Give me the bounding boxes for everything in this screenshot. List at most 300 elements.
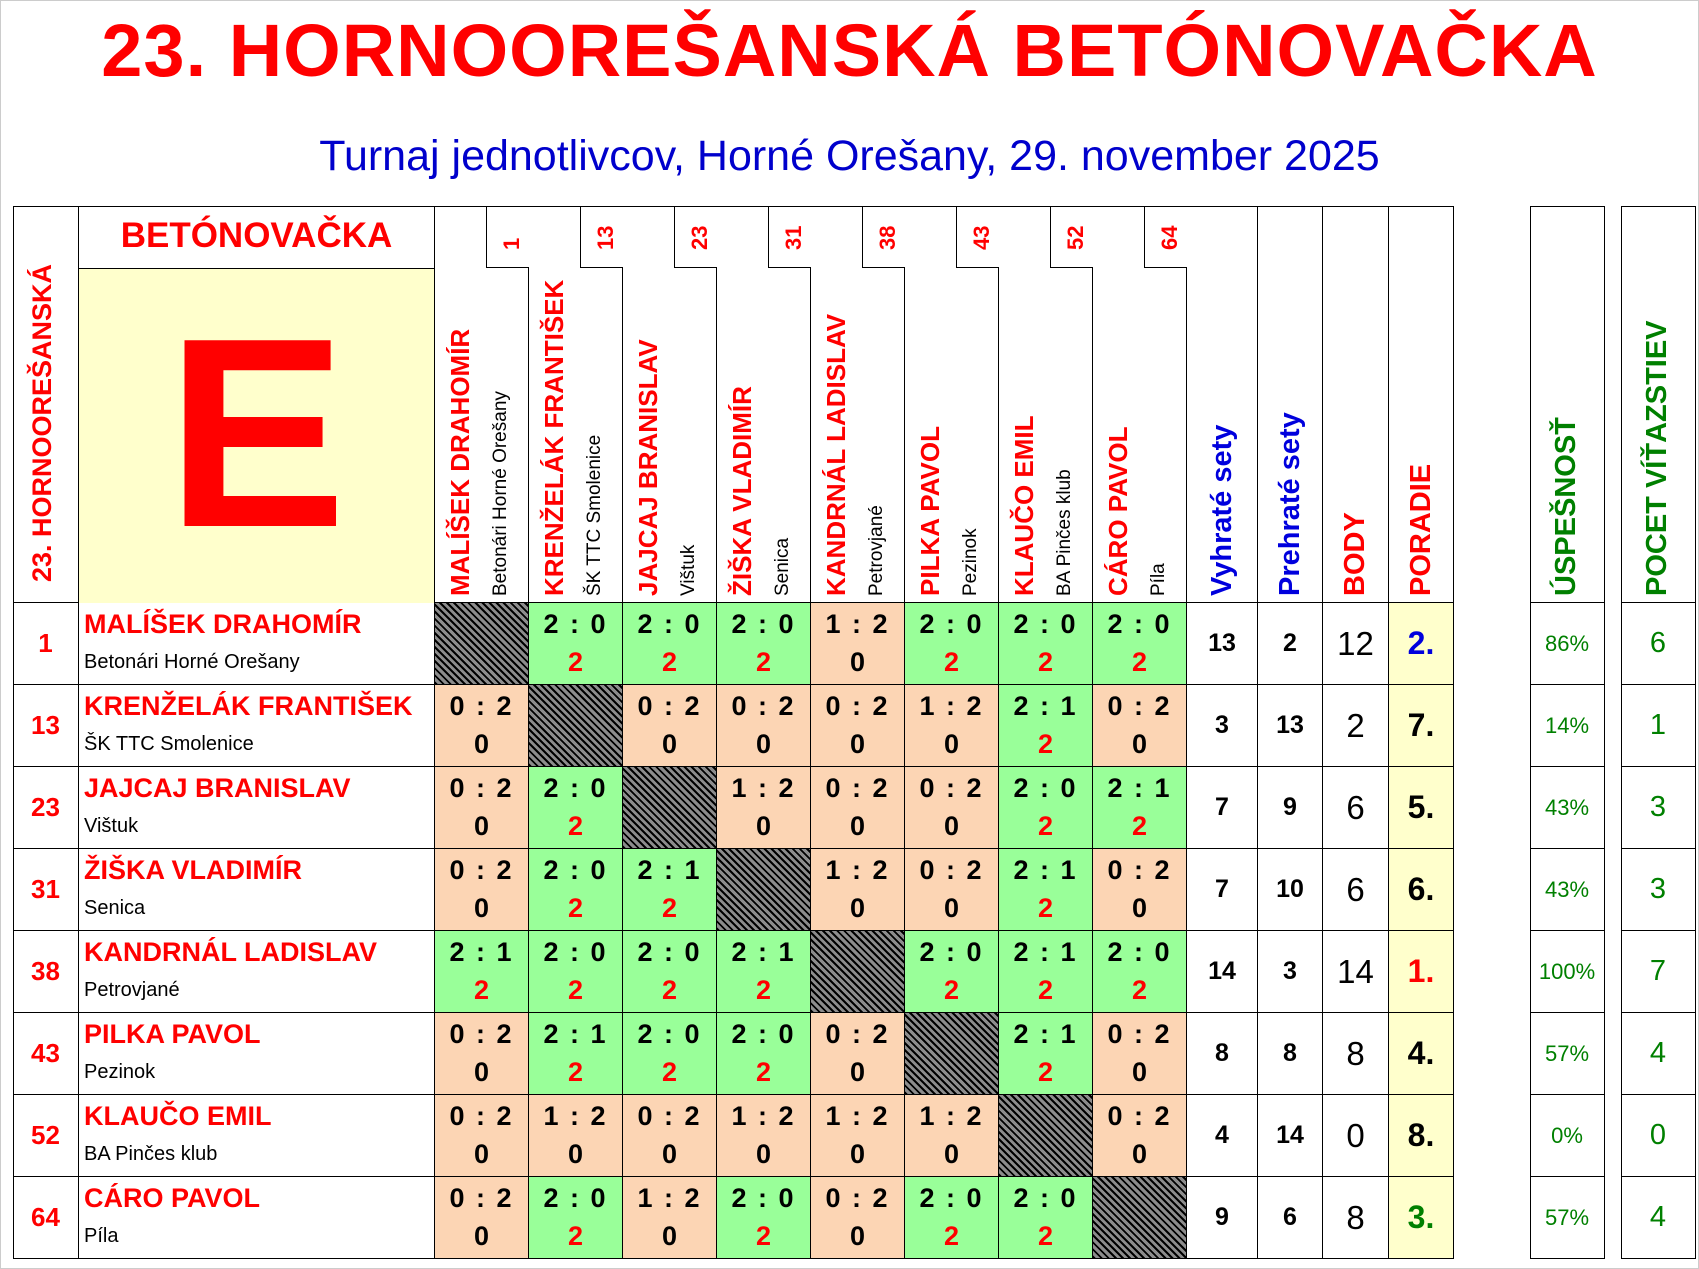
set-score: 2 : 0 [543,609,608,639]
set-score: 2 : 0 [919,609,984,639]
match-result-cell [811,1177,905,1259]
player-club: Píla [84,1225,119,1247]
opponent-number: 43 [969,225,994,250]
group-letter: E [166,283,347,584]
row-name-cell [79,685,435,767]
set-score: 2 : 0 [731,1183,796,1213]
rank-value-cell [1389,603,1454,685]
won-sets-value: 13 [1208,629,1236,657]
points-value-cell [1323,1013,1389,1095]
success-value: 0% [1551,1122,1583,1148]
opponent-number: 13 [593,225,618,250]
match-result-cell [529,603,623,685]
opponent-name: MALÍŠEK DRAHOMÍR [445,328,475,596]
match-points: 2 [1037,729,1054,759]
set-score: 2 : 1 [1013,855,1078,885]
points-value-cell [1323,931,1389,1013]
lost-sets-header: Prehraté sety [1273,412,1306,596]
set-score: 0 : 2 [449,1019,514,1049]
set-score: 0 : 2 [1107,691,1172,721]
row-number [13,767,79,849]
opponent-name: KRENŽELÁK FRANTIŠEK [539,279,569,596]
match-result-cell [999,849,1093,931]
opponent-name: JAJCAJ BRANISLAV [633,339,663,596]
rank-header: PORADIE [1404,463,1437,596]
set-score: 1 : 2 [825,855,890,885]
opponent-number-box [486,206,529,268]
match-points: 2 [1037,647,1054,677]
match-result-cell [435,685,529,767]
opponent-number-box [1144,206,1187,268]
points-value: 2 [1346,706,1365,744]
corner-vertical-cell [13,206,79,603]
match-points: 2 [567,1221,584,1251]
match-result-cell [529,849,623,931]
opponent-header-31 [717,206,811,603]
match-points: 2 [567,811,584,841]
row-number [13,685,79,767]
opponent-name: KLAUČO EMIL [1009,415,1039,596]
set-score: 2 : 0 [1013,1183,1078,1213]
match-result-cell [623,1095,717,1177]
success-value-cell [1530,767,1605,849]
page-title: 23. HORNOOREŠANSKÁ BETÓNOVAČKA [101,9,1598,92]
match-points: 0 [1131,893,1148,923]
opponent-number: 38 [875,225,900,250]
match-points: 0 [567,1139,584,1169]
match-result-cell [1093,931,1187,1013]
set-score: 2 : 1 [1013,1019,1078,1049]
set-score: 2 : 0 [1013,773,1078,803]
lost-sets-value: 3 [1283,957,1297,985]
set-score: 2 : 1 [1107,773,1172,803]
success-value: 14% [1544,712,1590,738]
opponent-club: Pezinok [960,528,981,596]
opponent-club: Senica [772,537,793,596]
match-result-cell [717,1013,811,1095]
set-score: 0 : 2 [825,773,890,803]
row-name-cell [79,1177,435,1259]
match-result-cell [999,767,1093,849]
match-points: 2 [473,975,490,1005]
match-result-cell [529,931,623,1013]
row-number [13,1013,79,1095]
rank-value: 4. [1407,1035,1435,1071]
set-score: 2 : 0 [637,1019,702,1049]
opponent-header-1 [435,206,529,603]
rank-value: 6. [1407,871,1435,907]
match-points: 2 [755,975,772,1005]
match-points: 2 [943,1221,960,1251]
set-score: 2 : 0 [637,937,702,967]
points-value-cell [1323,1095,1389,1177]
opponent-name: CÁRO PAVOL [1103,426,1133,596]
points-value: 0 [1346,1116,1365,1154]
grid-line [13,206,1454,207]
success-value: 57% [1544,1040,1590,1066]
player-number: 52 [31,1120,60,1150]
match-result-cell [811,849,905,931]
rank-value: 2. [1407,625,1435,661]
won-sets-value: 7 [1215,875,1229,903]
set-score: 1 : 2 [637,1183,702,1213]
match-points: 2 [1131,811,1148,841]
success-header-cell [1530,206,1605,603]
won-sets-value-cell [1187,603,1258,685]
match-points: 0 [943,811,960,841]
match-result-cell [717,767,811,849]
grid-line [1530,206,1605,207]
match-points: 0 [473,811,490,841]
set-score: 1 : 2 [919,691,984,721]
set-score: 2 : 0 [543,855,608,885]
match-points: 2 [1037,1057,1054,1087]
points-value-cell [1323,849,1389,931]
match-points: 0 [943,1139,960,1169]
lost-sets-value-cell [1258,1177,1323,1259]
match-points: 0 [849,1139,866,1169]
success-value-cell [1530,603,1605,685]
player-name: PILKA PAVOL [84,1019,261,1049]
match-points: 0 [849,1221,866,1251]
rank-value-cell [1389,931,1454,1013]
player-number: 1 [38,628,53,658]
success-value: 57% [1544,1204,1590,1230]
player-number: 23 [31,792,60,822]
match-result-cell [811,1013,905,1095]
match-result-cell [905,1095,999,1177]
player-number: 64 [31,1202,60,1232]
row-number [13,1095,79,1177]
match-result-cell [1093,603,1187,685]
wins-value: 1 [1649,709,1667,741]
grid-line [13,206,14,1259]
rank-header-cell [1389,206,1454,603]
opponent-header-38 [811,206,905,603]
match-points: 2 [661,893,678,923]
row-name-cell [79,603,435,685]
match-points: 0 [473,729,490,759]
match-result-cell [1093,685,1187,767]
match-result-cell [717,685,811,767]
match-result-cell [811,1095,905,1177]
success-value-cell [1530,1013,1605,1095]
match-points: 2 [1131,647,1148,677]
set-score: 0 : 2 [825,1019,890,1049]
grid-line [1530,206,1531,1259]
set-score: 0 : 2 [449,691,514,721]
opponent-club: BA Pinčes klub [1054,469,1075,596]
success-value: 43% [1544,876,1590,902]
grid-line [1621,206,1622,1259]
match-points: 0 [849,893,866,923]
won-sets-value: 8 [1215,1039,1229,1067]
player-club: Vištuk [84,815,139,837]
wins-value: 7 [1649,955,1667,987]
match-points: 0 [1131,1057,1148,1087]
points-value-cell [1323,767,1389,849]
set-score: 2 : 1 [449,937,514,967]
opponent-number-box [956,206,999,268]
player-number: 31 [31,874,60,904]
set-score: 2 : 1 [731,937,796,967]
player-number: 38 [31,956,60,986]
set-score: 2 : 0 [1013,609,1078,639]
row-name-cell [79,1095,435,1177]
rank-value-cell [1389,849,1454,931]
match-result-cell [905,603,999,685]
match-result-cell [717,603,811,685]
opponent-number-box [862,206,905,268]
set-score: 2 : 0 [731,609,796,639]
match-points: 2 [755,1057,772,1087]
wins-value-cell [1621,603,1696,685]
match-points: 0 [849,729,866,759]
corner-label-cell [79,206,435,603]
won-sets-value-cell [1187,849,1258,931]
match-result-cell [623,1013,717,1095]
match-points: 2 [661,975,678,1005]
match-points: 2 [661,1057,678,1087]
match-points: 0 [1131,729,1148,759]
rank-value: 7. [1407,707,1435,743]
won-sets-value-cell [1187,1095,1258,1177]
set-score: 2 : 0 [1107,937,1172,967]
opponent-name: ŽIŠKA VLADIMÍR [727,386,757,596]
player-name: JAJCAJ BRANISLAV [84,773,351,803]
match-result-cell [717,1095,811,1177]
wins-value-cell [1621,931,1696,1013]
opponent-club: ŠK TTC Smolenice [584,434,605,596]
match-result-cell [717,931,811,1013]
lost-sets-header-cell [1258,206,1323,603]
page-subtitle: Turnaj jednotlivcov, Horné Orešany, 29. november 2025 [319,132,1380,180]
won-sets-value-cell [1187,685,1258,767]
wins-value: 3 [1649,873,1667,905]
set-score: 2 : 0 [543,773,608,803]
match-result-cell [905,849,999,931]
match-points: 0 [473,1057,490,1087]
set-score: 2 : 1 [1013,937,1078,967]
success-value-cell [1530,849,1605,931]
match-result-cell [435,1095,529,1177]
match-result-cell [811,767,905,849]
player-club: Senica [84,897,146,919]
row-name-cell [79,1013,435,1095]
lost-sets-value-cell [1258,1095,1323,1177]
opponent-name: PILKA PAVOL [915,426,945,596]
won-sets-value-cell [1187,767,1258,849]
match-points: 0 [661,1221,678,1251]
match-result-cell [529,1177,623,1259]
match-points: 2 [567,975,584,1005]
wins-value-cell [1621,849,1696,931]
row-number [13,603,79,685]
match-points: 0 [943,893,960,923]
points-value-cell [1323,685,1389,767]
wins-value-cell [1621,1013,1696,1095]
opponent-header-64 [1093,206,1187,603]
rank-value-cell [1389,767,1454,849]
lost-sets-value: 2 [1283,629,1297,657]
lost-sets-value: 8 [1283,1039,1297,1067]
match-result-cell [905,1177,999,1259]
opponent-number: 31 [781,225,806,250]
match-result-cell [1093,849,1187,931]
match-result-cell [811,685,905,767]
lost-sets-value: 6 [1283,1203,1297,1231]
lost-sets-value-cell [1258,603,1323,685]
row-number [13,931,79,1013]
set-score: 0 : 2 [637,691,702,721]
corner-label: BETÓNOVAČKA [120,216,393,255]
player-number: 43 [31,1038,60,1068]
match-points: 2 [567,647,584,677]
points-value: 6 [1346,870,1365,908]
wins-value: 3 [1649,791,1667,823]
match-result-cell [623,931,717,1013]
wins-value: 6 [1649,627,1667,659]
rank-value-cell [1389,1177,1454,1259]
match-result-cell [623,1177,717,1259]
player-club: Petrovjané [84,979,180,1001]
lost-sets-value-cell [1258,1013,1323,1095]
opponent-number: 1 [499,237,524,250]
self-match-cell [435,603,529,685]
self-match-cell [905,1013,999,1095]
match-result-cell [905,685,999,767]
match-result-cell [811,603,905,685]
set-score: 0 : 2 [449,773,514,803]
lost-sets-value: 10 [1276,875,1304,903]
set-score: 0 : 2 [731,691,796,721]
set-score: 2 : 0 [919,1183,984,1213]
success-header: ÚSPEŠNOSŤ [1550,417,1582,596]
set-score: 0 : 2 [449,855,514,885]
wins-header: POCET VÍŤAZSTIEV [1641,320,1673,596]
match-result-cell [435,849,529,931]
match-points: 2 [661,647,678,677]
set-score: 1 : 2 [825,609,890,639]
self-match-cell [999,1095,1093,1177]
match-result-cell [529,1013,623,1095]
player-club: Pezinok [84,1061,156,1083]
won-sets-header: Vyhraté sety [1205,424,1238,596]
opponent-number: 23 [687,225,712,250]
opponent-number-box [674,206,717,268]
lost-sets-value-cell [1258,931,1323,1013]
match-points: 0 [849,1057,866,1087]
match-points: 2 [567,1057,584,1087]
match-points: 2 [1037,893,1054,923]
match-points: 2 [755,647,772,677]
opponent-header-52 [999,206,1093,603]
set-score: 1 : 2 [731,1101,796,1131]
match-result-cell [1093,1095,1187,1177]
lost-sets-value-cell [1258,849,1323,931]
match-points: 2 [1131,975,1148,1005]
match-result-cell [529,767,623,849]
set-score: 2 : 1 [637,855,702,885]
match-result-cell [623,849,717,931]
match-result-cell [905,767,999,849]
match-points: 0 [755,811,772,841]
player-club: Betonári Horné Orešany [84,651,300,673]
points-value: 8 [1346,1034,1365,1072]
wins-value-cell [1621,1095,1696,1177]
row-name-cell [79,767,435,849]
match-points: 0 [473,1221,490,1251]
opponent-number-box [1050,206,1093,268]
opponent-club: Vištuk [678,544,699,596]
rank-value: 1. [1407,953,1435,989]
match-points: 0 [943,729,960,759]
rank-value-cell [1389,685,1454,767]
set-score: 0 : 2 [825,1183,890,1213]
points-value-cell [1323,603,1389,685]
set-score: 0 : 2 [919,773,984,803]
won-sets-value-cell [1187,1177,1258,1259]
opponent-club: Píla [1148,563,1169,596]
match-points: 2 [943,647,960,677]
match-result-cell [717,1177,811,1259]
set-score: 2 : 1 [543,1019,608,1049]
player-name: ŽIŠKA VLADIMÍR [84,855,302,885]
success-value: 86% [1544,630,1590,656]
lost-sets-value: 9 [1283,793,1297,821]
match-result-cell [623,603,717,685]
match-result-cell [623,685,717,767]
wins-value-cell [1621,685,1696,767]
wins-value: 4 [1649,1037,1667,1069]
player-name: KRENŽELÁK FRANTIŠEK [84,691,413,721]
set-score: 0 : 2 [449,1101,514,1131]
points-value: 14 [1337,952,1374,990]
opponent-name: KANDRNÁL LADISLAV [821,313,851,596]
match-points: 0 [849,647,866,677]
set-score: 0 : 2 [637,1101,702,1131]
match-points: 0 [661,729,678,759]
match-result-cell [999,1013,1093,1095]
success-value-cell [1530,685,1605,767]
rank-value-cell [1389,1095,1454,1177]
wins-value-cell [1621,767,1696,849]
match-result-cell [1093,1013,1187,1095]
set-score: 2 : 0 [543,1183,608,1213]
player-name: CÁRO PAVOL [84,1183,261,1213]
match-points: 0 [661,1139,678,1169]
success-value: 43% [1544,794,1590,820]
set-score: 0 : 2 [825,691,890,721]
player-club: BA Pinčes klub [84,1143,218,1165]
won-sets-value: 9 [1215,1203,1229,1231]
match-points: 2 [1037,975,1054,1005]
opponent-club: Betonári Horné Orešany [490,391,511,596]
success-value-cell [1530,1177,1605,1259]
match-result-cell [1093,767,1187,849]
player-name: MALÍŠEK DRAHOMÍR [84,609,362,639]
opponent-number: 52 [1063,225,1088,250]
lost-sets-value: 13 [1276,711,1304,739]
match-result-cell [999,685,1093,767]
rank-value: 5. [1407,789,1435,825]
self-match-cell [529,685,623,767]
opponent-header-43 [905,206,999,603]
set-score: 1 : 2 [919,1101,984,1131]
opponent-number-box [580,206,623,268]
points-header-cell [1323,206,1389,603]
won-sets-value-cell [1187,1013,1258,1095]
